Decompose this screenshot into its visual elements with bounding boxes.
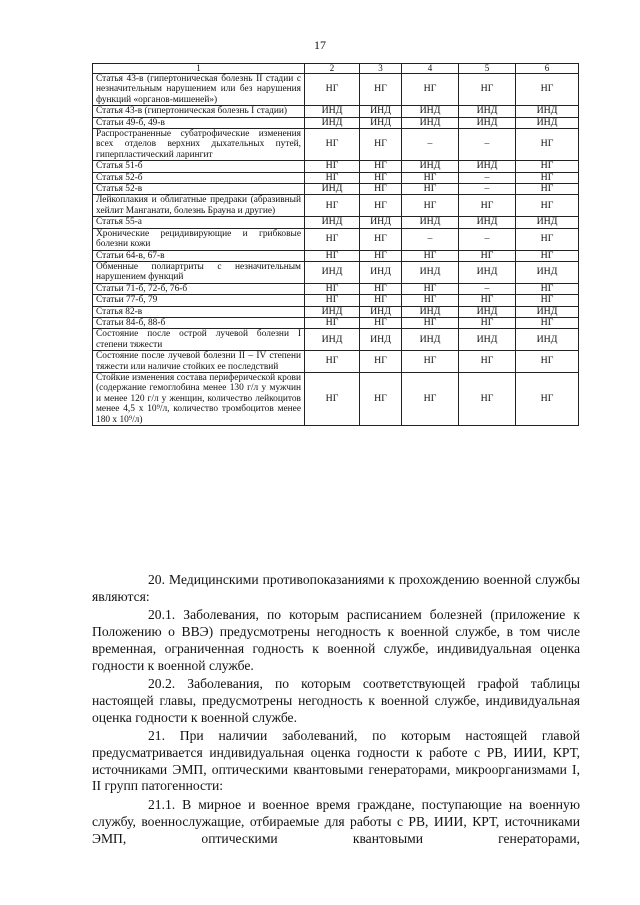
fitness-value: НГ: [516, 184, 579, 195]
fitness-value: –: [459, 283, 516, 294]
table-row: [93, 184, 579, 195]
fitness-value: НГ: [459, 372, 516, 425]
fitness-value: НГ: [360, 372, 402, 425]
paragraph-20-1: 20.1. Заболевания, по которым расписанием болезней (приложение к Положению о ВВЭ) предусмотрены негодность к военной службе, в том числе временная, ограниченная годность к военной службе, индивидуальная оценка годности к военной службе.: [92, 607, 580, 673]
fitness-value: НГ: [516, 195, 579, 217]
fitness-value: –: [459, 228, 516, 250]
fitness-value: НГ: [516, 372, 579, 425]
fitness-value: НГ: [402, 250, 459, 261]
fitness-value: ИНД: [305, 261, 360, 283]
fitness-value: ИНД: [305, 117, 360, 128]
row-label: Лейкоплакия и облигатные предраки (абразивный хейлит Манганати, болезнь Брауна и другие): [93, 195, 305, 217]
fitness-value: НГ: [402, 195, 459, 217]
column-header: 2: [305, 64, 360, 74]
table-row: [93, 161, 579, 172]
fitness-value: ИНД: [459, 306, 516, 317]
fitness-value: ИНД: [360, 106, 402, 117]
fitness-value: ИНД: [360, 261, 402, 283]
row-label: Стойкие изменения состава периферической крови (содержание гемоглобина менее 130 г/л у мужчин и менее 120 г/л у женщин, количество лейкоцитов менее 4,5 х 10⁹/л, количество тромбоцитов менее 180 х 10⁹/л): [93, 372, 305, 425]
fitness-value: НГ: [305, 317, 360, 328]
table-row: [93, 295, 579, 306]
fitness-value: НГ: [516, 228, 579, 250]
fitness-value: НГ: [360, 195, 402, 217]
fitness-value: НГ: [516, 351, 579, 373]
table-row: [93, 74, 579, 106]
fitness-value: НГ: [360, 317, 402, 328]
fitness-value: НГ: [459, 74, 516, 106]
row-label: Статьи 71-б, 72-б, 76-б: [93, 283, 305, 294]
table-row: [93, 261, 579, 283]
page-number: 17: [314, 38, 326, 52]
fitness-value: –: [459, 129, 516, 161]
fitness-value: НГ: [305, 129, 360, 161]
row-label: Статьи 77-б, 79: [93, 295, 305, 306]
paragraph-21-1: 21.1. В мирное и военное время граждане, поступающие на военную службу, военнослужащие, отбираемые для работы с РВ, ИИИ, КРТ, источниками ЭМП, оптическими квантовыми генераторами,: [92, 797, 580, 846]
column-header: 5: [459, 64, 516, 74]
fitness-value: НГ: [360, 129, 402, 161]
fitness-value: НГ: [305, 351, 360, 373]
fitness-value: ИНД: [516, 117, 579, 128]
fitness-value: НГ: [402, 372, 459, 425]
row-label: Статья 52-в: [93, 184, 305, 195]
fitness-value: ИНД: [516, 329, 579, 351]
fitness-value: ИНД: [402, 217, 459, 228]
fitness-value: НГ: [459, 317, 516, 328]
table-header-row: [93, 64, 579, 74]
fitness-value: НГ: [402, 351, 459, 373]
row-label: Статья 43-в (гипертоническая болезнь I стадии): [93, 106, 305, 117]
fitness-value: НГ: [459, 351, 516, 373]
row-label: Распространенные субатрофические изменения всех отделов верхних дыхательных путей, гиперпластический ларингит: [93, 129, 305, 161]
row-label: Статья 82-в: [93, 306, 305, 317]
fitness-value: НГ: [459, 250, 516, 261]
row-label: Статьи 84-б, 88-б: [93, 317, 305, 328]
fitness-value: –: [459, 184, 516, 195]
paragraph-21: 21. При наличии заболеваний, по которым настоящей главой предусматривается индивидуальная оценка годности к работе с РВ, ИИИ, КРТ, источниками ЭМП, оптическими квантовыми генераторами, микроорганизмами I, II групп патогенности:: [92, 728, 580, 794]
column-header: 6: [516, 64, 579, 74]
fitness-value: НГ: [402, 172, 459, 183]
fitness-value: ИНД: [305, 329, 360, 351]
fitness-value: НГ: [402, 184, 459, 195]
fitness-value: НГ: [360, 74, 402, 106]
fitness-value: –: [402, 129, 459, 161]
fitness-value: НГ: [360, 228, 402, 250]
fitness-value: ИНД: [360, 117, 402, 128]
table-row: [93, 372, 579, 425]
table-row: [93, 351, 579, 373]
fitness-value: ИНД: [402, 161, 459, 172]
fitness-value: НГ: [305, 74, 360, 106]
fitness-value: НГ: [402, 283, 459, 294]
fitness-value: НГ: [516, 172, 579, 183]
fitness-value: ИНД: [402, 117, 459, 128]
fitness-value: ИНД: [402, 306, 459, 317]
fitness-value: НГ: [305, 250, 360, 261]
fitness-value: НГ: [516, 295, 579, 306]
fitness-value: ИНД: [402, 261, 459, 283]
fitness-value: ИНД: [402, 106, 459, 117]
fitness-value: НГ: [516, 283, 579, 294]
fitness-value: НГ: [402, 295, 459, 306]
row-label: Статьи 49-б, 49-в: [93, 117, 305, 128]
fitness-value: НГ: [402, 74, 459, 106]
table-row: [93, 129, 579, 161]
fitness-value: НГ: [516, 161, 579, 172]
table-row: [93, 317, 579, 328]
fitness-value: НГ: [402, 317, 459, 328]
table-row: [93, 228, 579, 250]
row-label: Обменные полиартриты с незначительным нарушением функций: [93, 261, 305, 283]
table-row: [93, 106, 579, 117]
fitness-value: ИНД: [305, 106, 360, 117]
fitness-value: НГ: [516, 74, 579, 106]
row-label: Статья 43-в (гипертоническая болезнь II стадии с незначительным нарушением или без нарушения функций «органов-мишеней»): [93, 74, 305, 106]
fitness-value: –: [459, 172, 516, 183]
body-text: [92, 572, 580, 849]
table-row: [93, 117, 579, 128]
fitness-value: НГ: [516, 129, 579, 161]
table-row: [93, 195, 579, 217]
fitness-value: НГ: [459, 195, 516, 217]
fitness-value: НГ: [516, 317, 579, 328]
table-row: [93, 283, 579, 294]
table-row: [93, 172, 579, 183]
fitness-value: НГ: [305, 372, 360, 425]
paragraph-20-2: 20.2. Заболевания, по которым соответствующей графой таблицы настоящей главы, предусмотрены негодность к военной службе, индивидуальная оценка годности к военной службе.: [92, 676, 580, 725]
fitness-value: НГ: [305, 161, 360, 172]
table-row: [93, 306, 579, 317]
row-label: Хронические рецидивирующие и грибковые болезни кожи: [93, 228, 305, 250]
fitness-table: [92, 63, 579, 426]
fitness-value: ИНД: [305, 184, 360, 195]
column-header: 1: [93, 64, 305, 74]
fitness-value: ИНД: [402, 329, 459, 351]
fitness-value: ИНД: [459, 329, 516, 351]
fitness-value: ИНД: [516, 306, 579, 317]
fitness-value: НГ: [459, 295, 516, 306]
row-label: Состояние после лучевой болезни II – IV степени тяжести или наличие стойких ее последствий: [93, 351, 305, 373]
fitness-value: НГ: [516, 250, 579, 261]
fitness-value: ИНД: [305, 306, 360, 317]
row-label: Состояние после острой лучевой болезни I степени тяжести: [93, 329, 305, 351]
fitness-value: НГ: [360, 172, 402, 183]
row-label: Статья 51-б: [93, 161, 305, 172]
fitness-value: НГ: [305, 228, 360, 250]
fitness-value: ИНД: [459, 161, 516, 172]
table-row: [93, 250, 579, 261]
paragraph-20: 20. Медицинскими противопоказаниями к прохождению военной службы являются:: [92, 572, 580, 604]
table-row: [93, 217, 579, 228]
fitness-value: НГ: [305, 295, 360, 306]
fitness-value: НГ: [305, 172, 360, 183]
fitness-value: НГ: [305, 283, 360, 294]
row-label: Статья 52-б: [93, 172, 305, 183]
fitness-value: НГ: [360, 283, 402, 294]
fitness-value: ИНД: [360, 217, 402, 228]
fitness-value: ИНД: [516, 106, 579, 117]
fitness-value: ИНД: [360, 329, 402, 351]
fitness-value: ИНД: [516, 217, 579, 228]
fitness-value: ИНД: [459, 217, 516, 228]
fitness-value: ИНД: [459, 106, 516, 117]
column-header: 4: [402, 64, 459, 74]
fitness-value: НГ: [360, 351, 402, 373]
table-row: [93, 329, 579, 351]
column-header: 3: [360, 64, 402, 74]
fitness-value: ИНД: [360, 306, 402, 317]
fitness-value: ИНД: [516, 261, 579, 283]
fitness-value: ИНД: [459, 117, 516, 128]
fitness-value: –: [402, 228, 459, 250]
row-label: Статья 55-а: [93, 217, 305, 228]
fitness-value: ИНД: [305, 217, 360, 228]
fitness-value: НГ: [360, 184, 402, 195]
fitness-value: НГ: [305, 195, 360, 217]
fitness-value: НГ: [360, 161, 402, 172]
fitness-value: ИНД: [459, 261, 516, 283]
fitness-value: НГ: [360, 250, 402, 261]
row-label: Статьи 64-в, 67-в: [93, 250, 305, 261]
fitness-value: НГ: [360, 295, 402, 306]
